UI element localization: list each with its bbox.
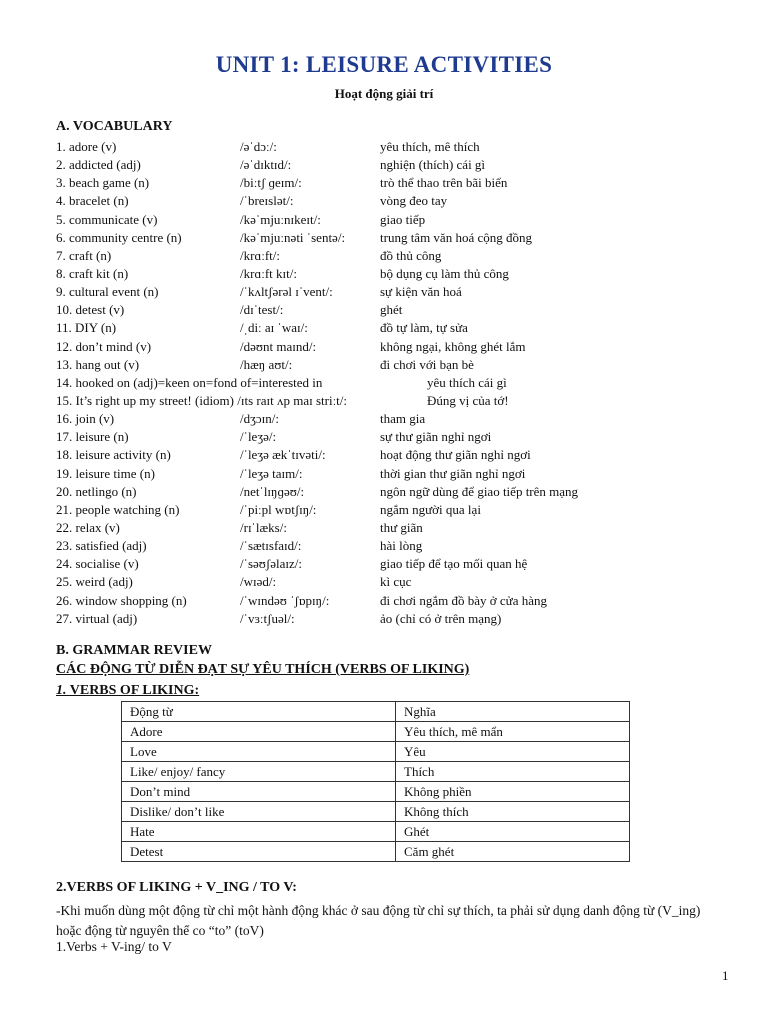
vocab-phonetic: /rɪˈlæks/: — [240, 519, 287, 535]
meaning-cell: Ghét — [396, 822, 630, 842]
vocab-meaning: tham gia — [380, 411, 426, 427]
vocab-row — [56, 428, 736, 446]
vocab-meaning: thư giãn — [380, 519, 423, 535]
vocab-phonetic: /ˈwɪndəʊ ˈʃɒpɪŋ/: — [240, 592, 330, 608]
vocab-row — [56, 392, 736, 410]
verb-cell: Adore — [122, 722, 396, 742]
meaning-cell: Không phiền — [396, 782, 630, 802]
vocab-row — [56, 592, 736, 610]
meaning-cell: Căm ghét — [396, 842, 630, 862]
vocab-row — [56, 483, 736, 501]
verb-cell: Like/ enjoy/ fancy — [122, 762, 396, 782]
verb-cell: Don’t mind — [122, 782, 396, 802]
vocab-word: 8. craft kit (n) — [56, 265, 129, 281]
page-subtitle: Hoạt động giải trí — [334, 86, 434, 101]
table-header-cell: Động từ — [122, 702, 396, 722]
vocab-meaning: thời gian thư giãn nghỉ ngơi — [380, 465, 526, 481]
vocab-meaning: đi chơi ngắm đồ bày ở cửa hàng — [380, 592, 548, 608]
vocab-word: 1. adore (v) — [56, 139, 117, 154]
table-row — [122, 842, 630, 862]
vocab-phonetic: /dɪˈtest/: — [240, 302, 284, 318]
vocab-row — [56, 338, 736, 356]
vocab-word: 16. join (v) — [56, 411, 115, 427]
vocab-row — [56, 211, 736, 229]
vocab-row — [56, 156, 736, 174]
vocab-word: 6. community centre (n) — [56, 229, 182, 245]
vocab-row — [56, 247, 736, 265]
vocab-row — [56, 501, 736, 519]
meaning-cell: Yêu thích, mê mẩn — [396, 722, 630, 742]
vocab-row — [56, 374, 736, 392]
verbs-of-liking-heading: 1. VERBS OF LIKING: — [56, 683, 200, 698]
meaning-cell: Không thích — [396, 802, 630, 822]
vocab-word: 18. leisure activity (n) — [56, 447, 171, 463]
meaning-cell: Thích — [396, 762, 630, 782]
vocab-row — [56, 319, 736, 337]
vocab-word: 26. window shopping (n) — [56, 592, 187, 608]
vocab-row — [56, 229, 736, 247]
vocab-meaning: đồ tự làm, tự sửa — [380, 320, 468, 336]
vocab-word: 15. It’s right up my street! (idiom) /ɪts raɪt ʌp maɪ striːt/: — [56, 392, 348, 408]
vocab-phonetic: /ˈleʒə ækˈtɪvəti/: — [240, 447, 326, 463]
vocab-phonetic: /krɑːft kɪt/: — [240, 265, 297, 281]
vocab-row — [56, 174, 736, 192]
vocab-word: 5. communicate (v) — [56, 211, 158, 227]
vocab-phonetic: /ˌdiː aɪ ˈwaɪ/: — [240, 320, 308, 336]
vocab-word: 25. weird (adj) — [56, 574, 133, 590]
vocab-meaning: Đúng vị của tớ! — [427, 392, 509, 408]
grammar-formula: 1.Verbs + V-ing/ to V — [56, 939, 172, 954]
vocab-phonetic: /ˈpiːpl wɒtʃɪŋ/: — [240, 501, 317, 517]
vocab-meaning: ghét — [380, 302, 403, 318]
vocabulary-list — [56, 138, 736, 628]
vocab-row — [56, 610, 736, 628]
vocab-phonetic: /ˈsætɪsfaɪd/: — [240, 538, 302, 554]
vocab-meaning: yêu thích, mê thích — [380, 139, 480, 154]
table-row — [122, 782, 630, 802]
vocab-phonetic: /kəˈmjuːnəti ˈsentə/: — [240, 229, 346, 245]
page-number: 1 — [722, 968, 729, 983]
vocab-phonetic: /əˈdɔː/: — [240, 139, 277, 154]
vocab-meaning: sự thư giãn nghỉ ngơi — [380, 429, 492, 445]
vocab-word: 7. craft (n) — [56, 247, 112, 263]
vocab-row — [56, 555, 736, 573]
vocab-phonetic: /krɑːft/: — [240, 247, 281, 263]
meaning-cell: Yêu — [396, 742, 630, 762]
vocab-word: 9. cultural event (n) — [56, 284, 159, 300]
vocab-word: 21. people watching (n) — [56, 501, 180, 517]
vocab-meaning: bộ dụng cụ làm thủ công — [380, 265, 509, 281]
table-row — [122, 722, 630, 742]
vocab-meaning: giao tiếp để tạo mối quan hệ — [380, 556, 528, 572]
vocab-row — [56, 446, 736, 464]
vocab-row — [56, 265, 736, 283]
vocab-word: 17. leisure (n) — [56, 429, 129, 445]
vocab-phonetic: /ˈleʒə taɪm/: — [240, 465, 303, 481]
vocab-row — [56, 192, 736, 210]
verb-cell: Love — [122, 742, 396, 762]
vocab-word: 3. beach game (n) — [56, 175, 150, 191]
vocab-row — [56, 410, 736, 428]
verb-cell: Dislike/ don’t like — [122, 802, 396, 822]
vocab-phonetic: /ˈkʌltʃərəl ɪˈvent/: — [240, 284, 333, 300]
vocab-word: 19. leisure time (n) — [56, 465, 155, 481]
table-row — [122, 822, 630, 842]
vocab-phonetic: /dəʊnt maɪnd/: — [240, 338, 317, 354]
vocab-phonetic: /dʒɔɪn/: — [240, 411, 279, 427]
vocab-meaning: ngôn ngữ dùng để giao tiếp trên mạng — [380, 483, 579, 499]
vocab-row — [56, 356, 736, 374]
grammar-topic-heading: CÁC ĐỘNG TỪ DIỄN ĐẠT SỰ YÊU THÍCH (VERBS OF LIKING) — [56, 662, 470, 677]
table-header-row — [122, 702, 630, 722]
vocab-row — [56, 573, 736, 591]
vocab-phonetic: /ˈbreɪslət/: — [240, 193, 294, 209]
verbs-of-liking-table — [121, 701, 630, 862]
vocab-meaning: trò thể thao trên bãi biển — [380, 175, 508, 191]
table-row — [122, 802, 630, 822]
vocab-row — [56, 519, 736, 537]
vocab-meaning: sự kiện văn hoá — [380, 284, 462, 300]
vocab-row — [56, 465, 736, 483]
vocab-meaning: nghiện (thích) cái gì — [380, 157, 486, 173]
vocab-meaning: đi chơi với bạn bè — [380, 356, 474, 372]
vocab-phonetic: /ˈleʒə/: — [240, 429, 277, 445]
vocab-phonetic: /ˈsəʊʃəlaɪz/: — [240, 556, 302, 572]
vocab-word: 10. detest (v) — [56, 302, 125, 318]
vocab-word: 14. hooked on (adj)=keen on=fond of=interested in — [56, 374, 323, 390]
vocab-meaning: giao tiếp — [380, 211, 426, 227]
vocab-word: 13. hang out (v) — [56, 356, 140, 372]
vocab-row — [56, 283, 736, 301]
vocab-word: 24. socialise (v) — [56, 556, 139, 572]
verb-cell: Detest — [122, 842, 396, 862]
verbs-ing-to-v-heading: 2.VERBS OF LIKING + V_ING / TO V: — [56, 880, 297, 895]
grammar-explanation: -Khi muốn dùng một động từ chỉ một hành động khác ở sau động từ chỉ sự thích, ta phải sử dụng danh động từ (V_ing) hoặc động từ nguyên thể co “to” (toV) — [56, 903, 701, 938]
vocab-word: 4. bracelet (n) — [56, 193, 129, 209]
vocab-word: 22. relax (v) — [56, 519, 120, 535]
vocab-word: 27. virtual (adj) — [56, 610, 138, 626]
vocab-meaning: ngắm người qua lại — [380, 501, 481, 517]
vocab-meaning: trung tâm văn hoá cộng đồng — [380, 229, 532, 245]
vocab-phonetic: /ˈvɜːtʃuəl/: — [240, 610, 295, 626]
vocab-meaning: hài lòng — [380, 538, 423, 554]
vocab-row — [56, 138, 736, 156]
section-a-heading: A. VOCABULARY — [56, 119, 173, 134]
vocab-row — [56, 301, 736, 319]
vocab-phonetic: /biːtʃ ɡeɪm/: — [240, 175, 302, 191]
vocab-meaning: đồ thủ công — [380, 247, 442, 263]
section-b-heading: B. GRAMMAR REVIEW — [56, 643, 212, 658]
vocab-word: 23. satisfied (adj) — [56, 538, 147, 554]
vocab-row — [56, 537, 736, 555]
table-header-cell: Nghĩa — [396, 702, 630, 722]
vocab-word: 20. netlingo (n) — [56, 483, 137, 499]
table-row — [122, 742, 630, 762]
vocab-phonetic: /əˈdɪktɪd/: — [240, 157, 292, 173]
vocab-word: 2. addicted (adj) — [56, 157, 141, 173]
vocab-meaning: vòng đeo tay — [380, 193, 448, 209]
vocab-meaning: hoạt động thư giãn nghỉ ngơi — [380, 447, 531, 463]
vocab-phonetic: /wɪəd/: — [240, 574, 277, 590]
verb-cell: Hate — [122, 822, 396, 842]
vocab-meaning: kì cục — [380, 574, 412, 590]
vocab-meaning: không ngại, không ghét lắm — [380, 338, 526, 354]
table-row — [122, 762, 630, 782]
page-title: UNIT 1: LEISURE ACTIVITIES — [215, 52, 553, 77]
vocab-meaning: yêu thích cái gì — [427, 374, 507, 390]
vocab-phonetic: /hæŋ aʊt/: — [240, 356, 293, 372]
vocab-phonetic: /kəˈmjuːnɪkeɪt/: — [240, 211, 321, 227]
vocab-phonetic: /netˈlɪŋɡəʊ/: — [240, 483, 305, 499]
vocab-word: 11. DIY (n) — [56, 320, 117, 336]
vocab-meaning: ảo (chỉ có ở trên mạng) — [380, 610, 502, 626]
vocab-word: 12. don’t mind (v) — [56, 338, 152, 354]
